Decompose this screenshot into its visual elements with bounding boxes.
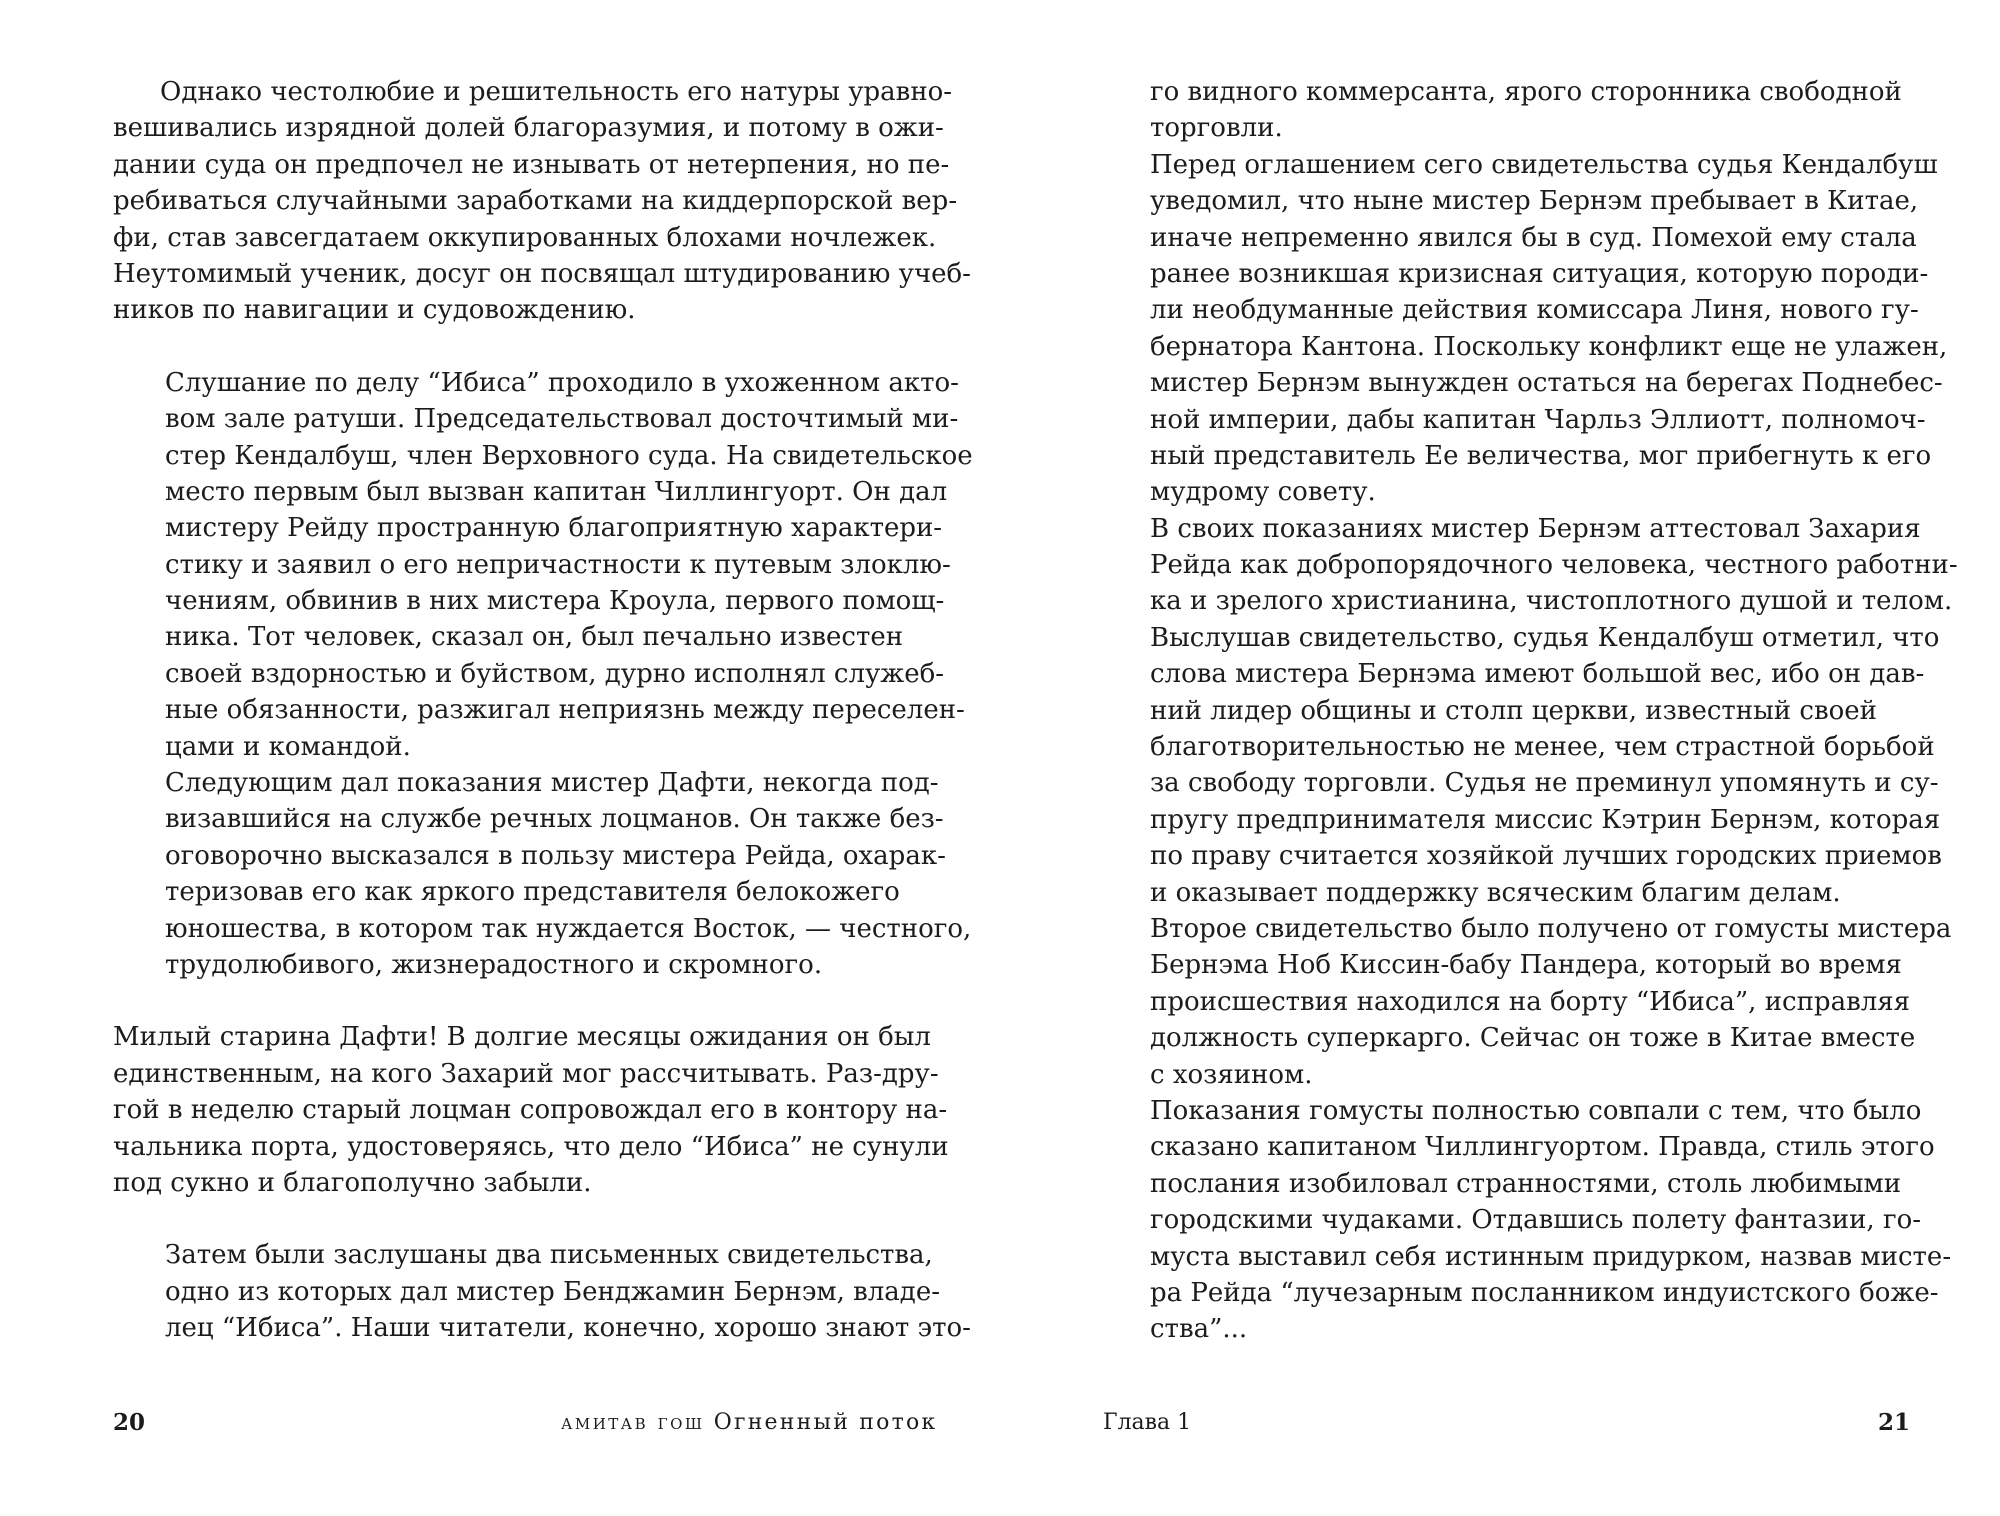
running-head-right: Глава 1 (1103, 1410, 1192, 1435)
text-line: Слушание по делу “Ибиса” проходило в ухоженном акто- (165, 367, 959, 398)
running-head-left (561, 1408, 937, 1438)
text-line: юношества, в котором так нуждается Восток, — честного, (165, 913, 972, 944)
text-line: ранее возникшая кризисная ситуация, которую породи- (1150, 258, 1929, 289)
text-line: благотворительностью не менее, чем страстной борьбой (1150, 732, 1935, 763)
text-line: ные обязанности, разжигал неприязнь между переселен- (165, 695, 965, 726)
text-line: стер Кендалбуш, член Верховного суда. На свидетельское (165, 440, 973, 471)
text-line: своей вздорностью и буйством, дурно исполнял служеб- (165, 658, 945, 689)
text-line: Однако честолюбие и решительность его натуры уравно- (160, 77, 953, 107)
text-line: вешивались изрядной долей благоразумия, и потому в ожи- (113, 113, 944, 144)
text-line: стику и заявил о его непричастности к путевым злоклю- (165, 549, 951, 580)
paragraph (113, 74, 971, 329)
text-line: с хозяином. (1150, 1059, 1313, 1090)
text-line: лец “Ибиса”. Наши читатели, конечно, хорошо знают это- (165, 1313, 971, 1344)
quoted-block (113, 1237, 971, 1346)
text-line: место первым был вызван капитан Чиллингуорт. Он дал (165, 476, 948, 507)
text-line: мистер Бернэм вынужден остаться на берегах Поднебес- (1150, 368, 1943, 399)
text-line: цами и командой. (165, 731, 411, 762)
text-line: муста выставил себя истинным придурком, назвав мисте- (1150, 1241, 1952, 1272)
text-line: ной империи, дабы капитан Чарльз Эллиотт, полномоч- (1150, 404, 1926, 435)
running-head-source (0, 0, 1, 1)
text-line: за свободу торговли. Судья не преминул упомянуть и су- (1150, 768, 1939, 799)
text-line: Бернэма Ноб Киссин-бабу Пандера, который во время (1150, 950, 1902, 981)
text-line: ли необдуманные действия комиссара Линя, нового гу- (1150, 295, 1919, 326)
text-line: В своих показаниях мистер Бернэм аттестовал Захария (1150, 513, 1921, 544)
text-line: Затем были заслушаны два письменных свидетельства, (165, 1240, 933, 1271)
text-line: Милый старина Дафти! В долгие месяцы ожидания он был (113, 1022, 931, 1053)
text-line: иначе непременно явился бы в суд. Помехой ему стала (1150, 222, 1917, 253)
text-line: послания изобиловал странностями, столь любимыми (1150, 1168, 1902, 1199)
text-line: го видного коммерсанта, ярого сторонника свободной (1150, 77, 1902, 107)
paragraph (113, 1019, 949, 1201)
text-line: одно из которых дал мистер Бенджамин Бернэм, владе- (165, 1276, 940, 1307)
text-line: чальника порта, удостоверяясь, что дело “Ибиса” не сунули (113, 1131, 949, 1162)
text-line: мудрому совету. (1150, 477, 1376, 508)
quoted-block (113, 365, 973, 984)
page-number-right: 21 (1878, 1409, 1911, 1436)
text-line: происшествия находился на борту “Ибиса”, исправляя (1150, 986, 1911, 1017)
text-line: под сукно и благополучно забыли. (113, 1167, 592, 1198)
text-line: ный представитель Ее величества, мог прибегнуть к его (1150, 440, 1932, 471)
text-line: и оказывает поддержку всяческим благим делам. (1150, 877, 1841, 908)
text-line: ний лидер общины и столп церкви, известный своей (1150, 695, 1877, 726)
text-line: гой в неделю старый лоцман сопровождал его в контору на- (113, 1095, 948, 1126)
text-line: Следующим дал показания мистер Дафти, некогда под- (165, 768, 939, 799)
text-line: торговли. (1150, 113, 1283, 144)
right-page (1150, 74, 1958, 1348)
text-line: уведомил, что ныне мистер Бернэм пребывает в Китае, (1150, 186, 1919, 217)
text-line: оговорочно высказался в пользу мистера Рейда, охарак- (165, 840, 946, 871)
text-line: Неутомимый ученик, досуг он посвящал штудированию учеб- (113, 258, 971, 289)
text-line: Показания гомусты полностью совпали с тем, что было (1150, 1095, 1922, 1126)
text-line: теризовав его как яркого представителя белокожего (165, 877, 900, 908)
text-line: Выслушав свидетельство, судья Кендалбуш отметил, что (1150, 622, 1940, 653)
text-line: слова мистера Бернэма имеют большой вес, ибо он дав- (1150, 659, 1925, 690)
text-line: пругу предпринимателя миссис Кэтрин Бернэм, которая (1150, 804, 1941, 835)
text-line: единственным, на кого Захарий мог рассчитывать. Раз-дру- (113, 1058, 939, 1089)
text-line: ников по навигации и судовождению. (113, 295, 636, 326)
text-line: фи, став завсегдатаем оккупированных блохами ночлежек. (113, 222, 937, 253)
left-page (113, 74, 973, 1347)
text-line: бернатора Кантона. Поскольку конфликт еще не улажен, (1150, 331, 1948, 362)
text-line: визавшийся на службе речных лоцманов. Он также без- (165, 804, 944, 835)
text-line: ства”... (1150, 1314, 1248, 1345)
text-line: мистеру Рейду пространную благоприятную характери- (165, 513, 943, 544)
text-line: должность суперкарго. Сейчас он тоже в Китае вместе (1150, 1023, 1916, 1054)
text-line: городскими чудаками. Отдавшись полету фантазии, го- (1150, 1205, 1922, 1236)
text-line: Второе свидетельство было получено от гомусты мистера (1150, 913, 1952, 944)
text-line: чениям, обвинив в них мистера Кроула, первого помощ- (165, 586, 945, 617)
text-line: ребиваться случайными заработками на киддерпорской вер- (113, 186, 958, 217)
running-head-author: амитав гош (561, 1410, 705, 1435)
text-line: ра Рейда “лучезарным посланником индуистского боже- (1150, 1277, 1939, 1308)
text-line: дании суда он предпочел не изнывать от нетерпения, но пе- (113, 149, 950, 180)
running-head-title: Огненный поток (713, 1410, 938, 1435)
text-line: трудолюбивого, жизнерадостного и скромного. (165, 949, 823, 980)
text-line: ка и зрелого христианина, чистоплотного душой и телом. (1150, 586, 1953, 617)
text-line: сказано капитаном Чиллингуортом. Правда, стиль этого (1150, 1132, 1935, 1163)
text-line: вом зале ратуши. Председательствовал досточтимый ми- (165, 404, 959, 435)
text-line: Рейда как добропорядочного человека, честного работни- (1150, 550, 1958, 581)
quoted-block (1150, 74, 1958, 1348)
text-line: по праву считается хозяйкой лучших городских приемов (1150, 841, 1942, 872)
text-line: Перед оглашением сего свидетельства судья Кендалбуш (1150, 149, 1938, 180)
page-number-left: 20 (113, 1409, 146, 1436)
text-line: ника. Тот человек, сказал он, был печально известен (165, 622, 904, 653)
